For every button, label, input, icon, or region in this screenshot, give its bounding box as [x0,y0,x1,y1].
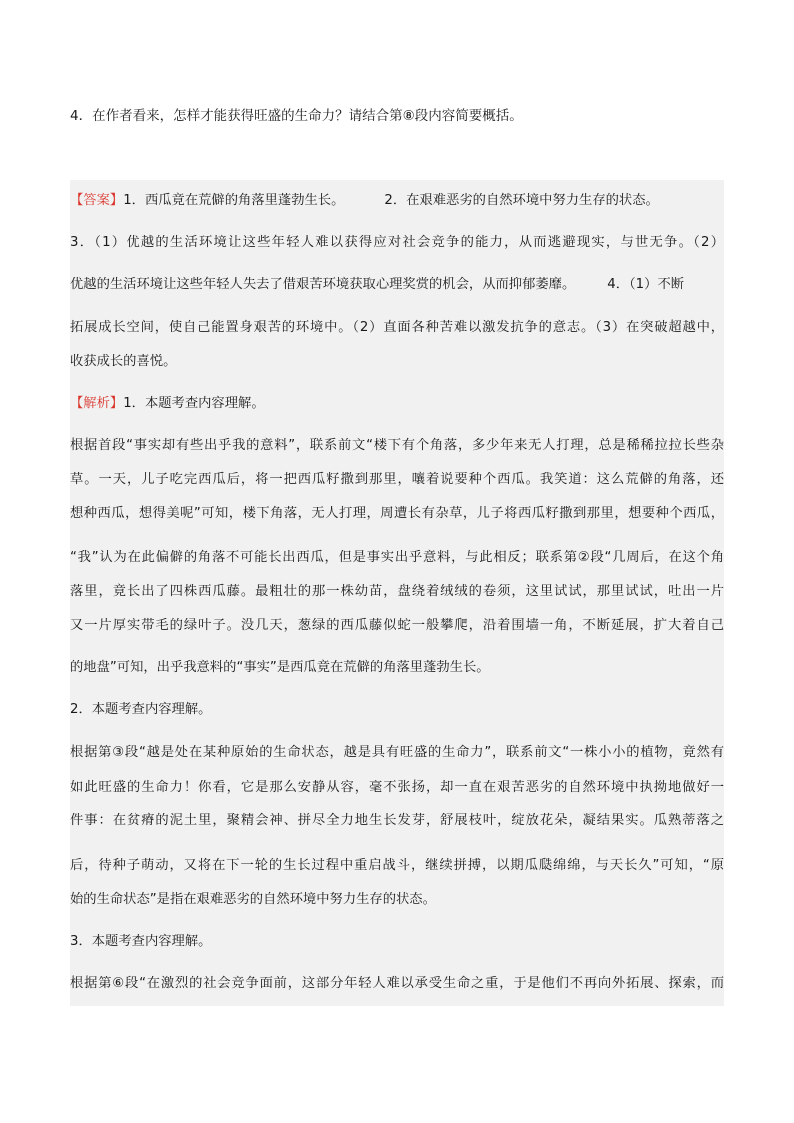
analysis-p1-line: 想种西瓜，想得美呢”可知，楼下角落，无人打理，周遭长有杂草，儿子将西瓜籽撒到那里，想要种个西瓜， [70,506,724,521]
answer-line-2: 3．（1）优越的生活环境让这些年轻人难以获得应对社会竞争的能力，从而逃避现实，与世无争。（2） [70,235,724,250]
analysis-line-1 [70,394,724,414]
answer-item-3b: 优越的生活环境让这些年轻人失去了借艰苦环境获取心理奖赏的机会，从而抑郁萎靡。 [70,277,576,292]
analysis-tag: 【解析】 [70,396,124,411]
analysis-p1-line: 落里，竟长出了四株西瓜藤。最粗壮的那一株幼苗，盘绕着绒绒的卷须，这里试试，那里试试，吐出一片 [70,584,724,599]
answer-tag: 【答案】 [70,193,124,208]
analysis-p2-line: 根据第③段“越是处在某种原始的生命状态，越是具有旺盛的生命力”，联系前文“一株小小的植物，竟然有 [70,745,724,760]
analysis-p2-line: 如此旺盛的生命力！你看，它是那么安静从容，毫不张扬，却一直在艰苦恶劣的自然环境中执拗地做好一 [70,780,724,795]
answer-line-5: 收获成长的喜悦。 [70,354,177,369]
analysis-p1-line: 根据首段“事实却有些出乎我的意料”，联系前文“楼下有个角落，多少年来无人打理，总是稀稀拉拉长些杂 [70,438,724,453]
analysis-p1-line: “我”认为在此偏僻的角落不可能长出西瓜，但是事实出乎意料，与此相反；联系第②段“几周后，在这个角 [70,550,724,565]
answer-line-1 [70,191,724,211]
answer-line-3 [70,275,724,295]
analysis-p2-line: 后，待种子萌动，又将在下一轮的生长过程中重启战斗，继续拼搏，以期瓜瓞绵绵，与天长久”可知，“原 [70,858,724,873]
analysis-heading-2: 2．本题考查内容理解。 [70,702,212,717]
analysis-heading-1: 1．本题考查内容理解。 [123,396,265,411]
answer-item-2: 2．在艰难恶劣的自然环境中努力生存的状态。 [384,193,659,208]
question-4: 4．在作者看来，怎样才能获得旺盛的生命力？请结合第⑧段内容简要概括。 [70,108,523,124]
analysis-p2-line: 件事：在贫瘠的泥土里，聚精会神、拼尽全力地生长发芽，舒展枝叶，绽放花朵，凝结果实。瓜熟蒂落之 [70,813,724,828]
analysis-p2-line: 始的生命状态”是指在艰难恶劣的自然环境中努力生存的状态。 [70,892,436,907]
analysis-p1-line: 的地盘”可知，出乎我意料的“事实”是西瓜竟在荒僻的角落里蓬勃生长。 [70,660,490,675]
analysis-heading-3: 3．本题考查内容理解。 [70,934,212,949]
analysis-p3-line: 根据第⑥段“在激烈的社会竞争面前，这部分年轻人难以承受生命之重，于是他们不再向外拓展、探索，而 [70,976,724,991]
analysis-p1-line: 草。一天，儿子吃完西瓜后，将一把西瓜籽撒到那里，嚷着说要种个西瓜。我笑道：这么荒僻的角落，还 [70,472,724,487]
answer-item-4: 4．（1）不断 [607,277,685,292]
answer-line-4: 拓展成长空间，使自己能置身艰苦的环境中。（2）直面各种苦难以激发抗争的意志。（3）在突破超越中， [70,320,724,335]
answer-item-1: 1．西瓜竟在荒僻的角落里蓬勃生长。 [123,193,345,208]
analysis-p1-line: 又一片厚实带毛的绿叶子。没几天，葱绿的西瓜藤似蛇一般攀爬，沿着围墙一角，不断延展，扩大着自己 [70,618,724,633]
